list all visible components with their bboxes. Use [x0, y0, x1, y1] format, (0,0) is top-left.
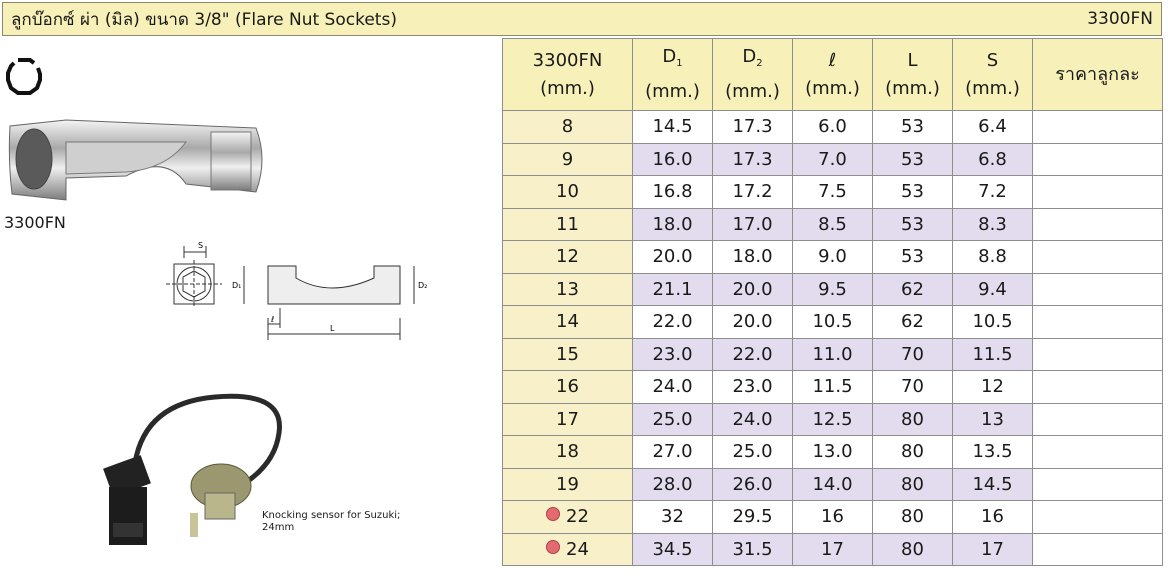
size-cell [503, 273, 633, 306]
cell-l-small: 13.0 [793, 436, 873, 469]
table-row [503, 501, 1163, 534]
drawing-label-s: S [198, 241, 204, 250]
size-value: 22 [566, 506, 589, 528]
sensor-caption [262, 510, 422, 534]
col-header-d2: $D_2$ (mm.) [713, 39, 793, 111]
cell-l: 62 [873, 273, 953, 306]
size-cell [503, 533, 633, 566]
cell-price [1033, 111, 1163, 144]
cell-l-small: 11.5 [793, 371, 873, 404]
sensor-caption-line2: 24mm [262, 522, 295, 533]
size-value: 12 [556, 246, 579, 268]
cell-d2: 17.3 [713, 143, 793, 176]
size-value: 19 [556, 473, 579, 495]
size-value: 10 [556, 181, 579, 203]
drawing-label-d1: D₁ [232, 281, 242, 290]
size-cell [503, 241, 633, 274]
title-bar [2, 2, 1162, 36]
size-cell [503, 436, 633, 469]
size-value: 24 [566, 538, 589, 560]
size-cell [503, 208, 633, 241]
cell-l: 53 [873, 208, 953, 241]
red-dot-icon [546, 507, 560, 521]
cell-price [1033, 143, 1163, 176]
cell-price [1033, 371, 1163, 404]
table-row [503, 371, 1163, 404]
cell-l-small: 12.5 [793, 403, 873, 436]
cell-l-small: 6.0 [793, 111, 873, 144]
cell-l: 80 [873, 501, 953, 534]
cell-s: 17 [953, 533, 1033, 566]
cell-price [1033, 533, 1163, 566]
drawing-label-l-small: ℓ [271, 315, 275, 324]
cell-l: 80 [873, 533, 953, 566]
cell-l: 80 [873, 403, 953, 436]
size-value: 16 [556, 376, 579, 398]
cell-l-small: 16 [793, 501, 873, 534]
cell-l: 53 [873, 143, 953, 176]
size-value: 8 [561, 116, 574, 138]
cell-price [1033, 273, 1163, 306]
col-header-l-small: ℓ (mm.) [793, 39, 873, 111]
sensor-caption-line1: Knocking sensor for Suzuki; [262, 510, 401, 521]
cell-price [1033, 403, 1163, 436]
size-cell [503, 468, 633, 501]
cell-d2: 20.0 [713, 306, 793, 339]
technical-drawing [160, 238, 430, 358]
cell-s: 13.5 [953, 436, 1033, 469]
cell-l: 53 [873, 241, 953, 274]
cell-l: 62 [873, 306, 953, 339]
cell-d2: 23.0 [713, 371, 793, 404]
cell-s: 8.3 [953, 208, 1033, 241]
hex-socket-icon [4, 56, 44, 96]
size-cell [503, 371, 633, 404]
cell-d2: 25.0 [713, 436, 793, 469]
cell-d2: 24.0 [713, 403, 793, 436]
red-dot-icon [546, 540, 560, 554]
cell-l: 53 [873, 176, 953, 209]
col-header-l: L (mm.) [873, 39, 953, 111]
cell-s: 6.4 [953, 111, 1033, 144]
size-value: 13 [556, 278, 579, 300]
cell-l: 53 [873, 111, 953, 144]
cell-d1: 23.0 [633, 338, 713, 371]
cell-d2: 17.2 [713, 176, 793, 209]
cell-d2: 17.3 [713, 111, 793, 144]
col-header-price: ราคาลูกละ [1033, 39, 1163, 111]
table-row [503, 176, 1163, 209]
size-cell [503, 306, 633, 339]
cell-price [1033, 306, 1163, 339]
cell-d1: 20.0 [633, 241, 713, 274]
drawing-label-l: L [330, 324, 335, 333]
col-header-s: S (mm.) [953, 39, 1033, 111]
drawing-label-d2: D₂ [418, 281, 428, 290]
page-title: ลูกบ๊อกซ์ ผ่า (มิล) ขนาด 3/8" (Flare Nut Sockets) [11, 9, 397, 30]
cell-s: 8.8 [953, 241, 1033, 274]
cell-d1: 34.5 [633, 533, 713, 566]
cell-s: 6.8 [953, 143, 1033, 176]
col-header-d1: $D_1$ (mm.) [633, 39, 713, 111]
cell-d2: 29.5 [713, 501, 793, 534]
table-row [503, 403, 1163, 436]
size-value: 11 [556, 213, 579, 235]
cell-price [1033, 338, 1163, 371]
cell-l-small: 7.0 [793, 143, 873, 176]
size-value: 14 [556, 311, 579, 333]
cell-l-small: 9.5 [793, 273, 873, 306]
product-code: 3300FN [1087, 9, 1153, 29]
size-cell [503, 143, 633, 176]
table-row [503, 111, 1163, 144]
cell-d2: 17.0 [713, 208, 793, 241]
cell-d2: 20.0 [713, 273, 793, 306]
size-value: 17 [556, 408, 579, 430]
table-row [503, 436, 1163, 469]
cell-d1: 32 [633, 501, 713, 534]
cell-s: 13 [953, 403, 1033, 436]
cell-d1: 18.0 [633, 208, 713, 241]
spec-table [502, 38, 1163, 566]
cell-d1: 16.8 [633, 176, 713, 209]
table-row [503, 533, 1163, 566]
size-value: 9 [561, 148, 574, 170]
cell-d2: 26.0 [713, 468, 793, 501]
table-row [503, 208, 1163, 241]
size-cell [503, 338, 633, 371]
cell-l-small: 10.5 [793, 306, 873, 339]
table-row [503, 143, 1163, 176]
table-row [503, 241, 1163, 274]
cell-l-small: 11.0 [793, 338, 873, 371]
cell-l-small: 14.0 [793, 468, 873, 501]
size-cell [503, 111, 633, 144]
cell-l: 80 [873, 436, 953, 469]
cell-d1: 21.1 [633, 273, 713, 306]
cell-price [1033, 176, 1163, 209]
cell-l: 80 [873, 468, 953, 501]
cell-d1: 28.0 [633, 468, 713, 501]
cell-s: 7.2 [953, 176, 1033, 209]
table-row [503, 338, 1163, 371]
cell-l-small: 17 [793, 533, 873, 566]
left-panel [0, 38, 500, 579]
cell-price [1033, 501, 1163, 534]
cell-s: 11.5 [953, 338, 1033, 371]
cell-s: 16 [953, 501, 1033, 534]
size-cell [503, 403, 633, 436]
cell-l: 70 [873, 338, 953, 371]
cell-d1: 27.0 [633, 436, 713, 469]
socket-caption: 3300FN [4, 213, 66, 232]
table-header-row [503, 39, 1163, 111]
cell-d2: 18.0 [713, 241, 793, 274]
cell-d1: 14.5 [633, 111, 713, 144]
cell-d2: 22.0 [713, 338, 793, 371]
cell-d2: 31.5 [713, 533, 793, 566]
cell-s: 10.5 [953, 306, 1033, 339]
table-row [503, 306, 1163, 339]
cell-d1: 16.0 [633, 143, 713, 176]
size-value: 18 [556, 441, 579, 463]
cell-d1: 24.0 [633, 371, 713, 404]
size-cell [503, 176, 633, 209]
cell-s: 14.5 [953, 468, 1033, 501]
size-cell [503, 501, 633, 534]
col-header-code: 3300FN (mm.) [503, 39, 633, 111]
cell-l-small: 7.5 [793, 176, 873, 209]
cell-price [1033, 436, 1163, 469]
cell-price [1033, 468, 1163, 501]
cell-s: 9.4 [953, 273, 1033, 306]
table-row [503, 273, 1163, 306]
cell-l-small: 8.5 [793, 208, 873, 241]
cell-s: 12 [953, 371, 1033, 404]
cell-price [1033, 208, 1163, 241]
cell-d1: 22.0 [633, 306, 713, 339]
table-row [503, 468, 1163, 501]
cell-l-small: 9.0 [793, 241, 873, 274]
cell-price [1033, 241, 1163, 274]
size-value: 15 [556, 343, 579, 365]
cell-d1: 25.0 [633, 403, 713, 436]
cell-l: 70 [873, 371, 953, 404]
